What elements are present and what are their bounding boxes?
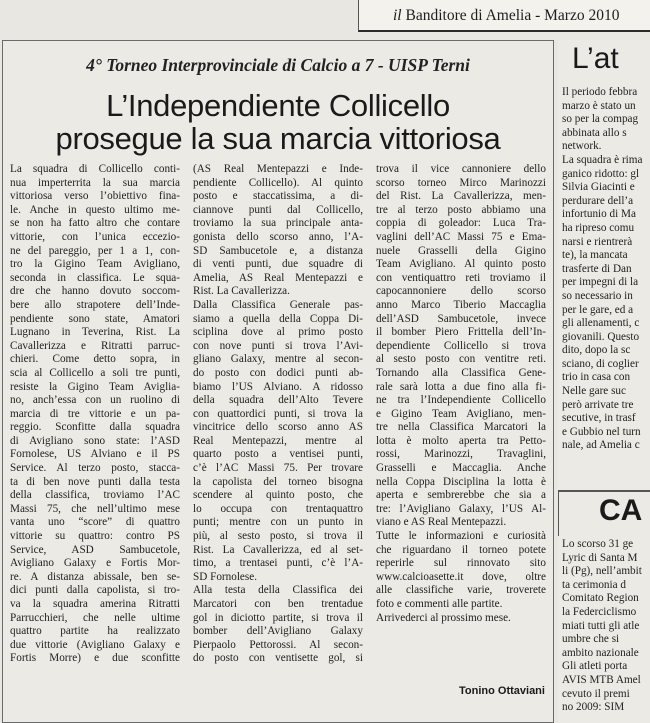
- text-line: network.: [562, 140, 602, 153]
- text-line: dre che hanno dovuto soccom-: [10, 285, 180, 298]
- text-line: Marcatori con ben trentadue: [193, 598, 363, 610]
- text-line: pendiente sono state, Amatori: [10, 312, 180, 325]
- text-line: trova il vice cannoniere dello: [376, 163, 546, 175]
- text-line: Parrucchieri, che nelle ultime: [10, 611, 180, 624]
- article-kicker: 4° Torneo Interprovinciale di Calcio a 7 - UISP Terni: [86, 55, 470, 75]
- article-title-line-2: prosegue la sua marcia vittoriosa: [55, 121, 501, 156]
- text-line: posto e staccatissima, a di-: [193, 190, 363, 203]
- text-line: pendiente Collicello). Al quinto: [193, 176, 363, 189]
- text-line: capocannoniere dello scorso: [376, 285, 546, 298]
- text-line: gol in diciotto partite, si trova il: [193, 611, 363, 624]
- text-line: della classifica, troviamo l’AC: [10, 489, 180, 502]
- text-line: della squadra dell’Alto Tevere: [193, 394, 363, 407]
- text-line: so per la compag: [562, 113, 639, 126]
- text-line: te), la mancata: [562, 249, 628, 262]
- text-line: perdurare dell’a: [562, 194, 634, 207]
- text-line: va la squadra amerina Ritratti: [10, 598, 180, 610]
- text-line: Service, ASD Sambucetole,: [10, 543, 180, 556]
- text-line: Service. Al terzo posto, stacca-: [10, 462, 180, 475]
- text-line: che riguardano il torneo potete: [376, 543, 546, 556]
- text-line: Dalla Classifica Generale pas-: [193, 298, 363, 311]
- text-line: gliano Galaxy, mentre al secon-: [193, 353, 363, 366]
- text-line: anno Marco Tiberio Maccaglia: [376, 298, 546, 311]
- text-line: ambito nazionale: [562, 646, 639, 659]
- text-line: so necessario in: [562, 289, 633, 302]
- text-line: ciannove punti dal Collicello,: [193, 203, 363, 216]
- text-line: resiste la Gigino Team Aviglia-: [10, 380, 180, 393]
- text-line: ta di ben nove punti dalla testa: [10, 475, 180, 488]
- header-prefix: il: [393, 7, 402, 24]
- text-line: scendere al quinto posto, che: [193, 489, 363, 502]
- text-line: do posto con ventisette gol, si: [193, 652, 363, 665]
- text-line: reggio. Sconfitte dalla squadra: [10, 421, 180, 434]
- text-line: al sesto posto con ventitre reti.: [376, 353, 546, 366]
- article-byline: Tonino Ottaviani: [459, 685, 545, 697]
- text-line: vanta uno “score” di quattro: [10, 516, 180, 529]
- text-line: vittorie su quattro: contro PS: [10, 530, 180, 543]
- adjacent-article-column: [558, 40, 650, 723]
- text-line: marcia di tre vittorie e un pa-: [10, 407, 180, 420]
- text-line: Silvia Giacinti e: [562, 181, 635, 194]
- text-line: La squadra di Collicello conti-: [10, 163, 180, 175]
- text-line: tre al terzo posto abbiamo una: [376, 203, 546, 216]
- header-newspaper-name: Banditore di Amelia: [405, 7, 532, 24]
- article-column-2: [193, 163, 363, 666]
- text-line: con nove punti si trova l’Avi-: [193, 339, 363, 352]
- text-line: quattro partite ha realizzato: [10, 625, 180, 638]
- text-line: cevuto il premi: [562, 687, 630, 700]
- text-line: timo, a trentasei punti, c’è l’A-: [193, 557, 363, 570]
- text-line: sciano, di coglier: [562, 357, 639, 370]
- article-column-1: [10, 163, 180, 666]
- text-line: più, al sesto posto, si trova il: [193, 530, 363, 543]
- text-line: re. A distanza abissale, ben se-: [10, 570, 180, 583]
- text-line: del Rist. La Cavallerizza, men-: [376, 190, 546, 203]
- text-line: Lyric di Santa M: [562, 551, 638, 564]
- text-line: nuele Grasselli della Gigino: [376, 244, 546, 257]
- text-line: Nelle gare suc: [562, 385, 626, 398]
- text-line: coppia di goleador: Luca Tra-: [376, 217, 546, 230]
- text-line: con quattordici punti, si trova la: [193, 407, 363, 420]
- text-line: umbre che si: [562, 633, 620, 646]
- text-line: marzo è stato un: [562, 99, 636, 112]
- text-line: se non ha fatto altro che contare: [10, 217, 180, 230]
- text-line: biamo l’US Alviano. A ridosso: [193, 380, 363, 393]
- text-line: ne tra l’Independiente Collicello: [376, 394, 546, 407]
- article-title: [3, 89, 553, 155]
- adjacent-box-title: CA: [599, 494, 643, 527]
- text-line: vittorie, con l’unica eccezio-: [10, 230, 180, 243]
- text-line: giovanili. Questo: [562, 330, 640, 343]
- text-line: vittoriosa verso l’obiettivo fina-: [10, 190, 180, 203]
- text-line: seconda in classifica. Le squa-: [10, 271, 180, 284]
- text-line: la capolista del torneo bisogna: [193, 475, 363, 488]
- article-panel: [2, 40, 554, 723]
- text-line: troviamo la sua principale anta-: [193, 217, 363, 230]
- text-line: due vittorie (Avigliano Galaxy e: [10, 638, 180, 651]
- text-line: bomber dell’Avigliano Galaxy: [193, 625, 363, 638]
- text-line: foto e commenti alle partite.: [376, 598, 503, 610]
- text-line: siamo a quella della Coppa Di-: [193, 312, 363, 325]
- text-line: quarto posto a ventisei punti,: [193, 448, 363, 461]
- text-line: AVIS MTB Amel: [562, 673, 641, 686]
- text-line: Real Mentepazzi, mentre al: [193, 434, 363, 447]
- adjacent-article-text-top: [562, 86, 650, 453]
- text-line: narsi e rientrerà: [562, 235, 633, 248]
- text-line: Lo scorso 31 ge: [562, 538, 634, 550]
- text-line: rossi, Marinozzi, Travaglini,: [376, 448, 546, 461]
- text-line: dell’ASD Sambucetole, invece: [376, 312, 546, 325]
- text-line: vaglini dell’AC Massi 75 e Ema-: [376, 230, 546, 243]
- text-line: Alla testa della Classifica dei: [193, 584, 363, 597]
- text-line: Team Avigliano. Al quinto posto: [376, 258, 546, 271]
- text-line: trasferte di Dan: [562, 262, 632, 275]
- text-line: Arrivederci al prossimo mese.: [376, 611, 511, 624]
- text-line: ha ripreso comu: [562, 221, 635, 234]
- text-line: miati tutti gli atle: [562, 619, 640, 632]
- text-line: Fortis Morre) e due sconfitte: [10, 652, 180, 665]
- text-line: vincitrice dello scorso anno AS: [193, 421, 363, 434]
- text-line: bere allo strapotere dell’Inde-: [10, 298, 180, 311]
- text-line: e Gigino Team Avigliano, men-: [376, 407, 546, 420]
- newspaper-header: [358, 0, 650, 32]
- text-line: infortunio di Ma: [562, 208, 636, 221]
- text-line: no 2009: SIM: [562, 701, 625, 714]
- article-column-3: [376, 163, 546, 625]
- text-line: do posto con dodici punti ab-: [193, 366, 363, 379]
- text-line: nella Coppa Disciplina la lotta è: [376, 475, 546, 488]
- text-line: Rist. La Cavallerizza.: [193, 285, 290, 298]
- text-line: secutive, in trasf: [562, 412, 636, 425]
- text-line: Comitato Region: [562, 592, 639, 605]
- text-line: di Avigliano sono state: l’ASD: [10, 434, 180, 447]
- text-line: però arrivate tre: [562, 398, 634, 411]
- text-line: SD Fornolese.: [193, 570, 258, 583]
- text-line: c’è l’AC Massi 75. Per trovare: [193, 462, 363, 475]
- article-title-line-1: L’Independiente Collicello: [106, 88, 450, 123]
- text-line: ganico ridotto: gl: [562, 167, 640, 180]
- text-line: lo occupa con trentaquattro: [193, 502, 363, 515]
- text-line: e Gubbio nel turn: [562, 425, 641, 438]
- text-line: tre nella Classifica Marcatori la: [376, 421, 546, 434]
- text-line: tre: l’Avigliano Galaxy, l’US Al-: [376, 502, 546, 515]
- text-line: per le gare, ed a: [562, 303, 634, 316]
- text-line: viano e AS Real Mentepazzi.: [376, 516, 507, 529]
- text-line: www.calcioasette.it dove, oltre: [376, 570, 546, 583]
- header-issue-date: Marzo 2010: [544, 7, 620, 24]
- text-line: lotta è molto aperta tra Petto-: [376, 434, 546, 447]
- text-line: gonista dello scorso anno, l’A-: [193, 230, 363, 243]
- text-line: chieri. Come detto sopra, in: [10, 353, 180, 366]
- text-line: il bomber Piero Frittella dell’In-: [376, 326, 546, 339]
- text-line: Massi 75, che nell’ultimo mese: [10, 502, 180, 515]
- text-line: li (Pg), nell’ambit: [562, 565, 642, 578]
- adjacent-article-title: L’at: [572, 42, 619, 75]
- text-line: alle classifiche varie, troverete: [376, 584, 546, 597]
- text-line: rale sarà lotta a due fino alla fi-: [376, 380, 546, 393]
- text-line: abbinata allo s: [562, 126, 627, 139]
- text-line: Tutte le informazioni e curiosità: [376, 530, 546, 543]
- text-line: dependiente Collicello si trova: [376, 339, 546, 352]
- text-line: nua imperterrita la sua marcia: [10, 176, 180, 189]
- adjacent-box: [558, 490, 650, 536]
- text-line: per impegni di la: [562, 276, 639, 289]
- text-line: nale, ad Amelia c: [562, 439, 640, 452]
- text-line: Lugnano in Teverina, Rist. La: [10, 326, 180, 339]
- text-line: dici punti dalla capolista, si tro-: [10, 584, 180, 597]
- text-line: dito, dopo la sc: [562, 344, 631, 357]
- text-line: gli allenamenti, c: [562, 317, 640, 330]
- text-line: SD Sambucetole e, a distanza: [193, 244, 363, 257]
- text-line: Amelia, AS Real Mentepazzi e: [193, 271, 363, 284]
- text-line: Fornolese, US Alviano e il PS: [10, 448, 180, 461]
- text-line: tro la Gigino Team Avigliano,: [10, 258, 180, 271]
- text-line: ta cerimonia d: [562, 578, 626, 591]
- text-line: Avigliano Galaxy e Fortis Mor-: [10, 557, 180, 570]
- text-line: scorso torneo Mirco Marinozzi: [376, 176, 546, 189]
- text-line: le. Anche in questo ultimo me-: [10, 203, 180, 216]
- text-line: scia al Collicello a soli tre punti,: [10, 366, 180, 379]
- text-line: aperta e sembrerebbe che sia a: [376, 489, 546, 502]
- text-line: trio in casa con: [562, 371, 631, 384]
- text-line: la Federciclismo: [562, 605, 637, 618]
- text-line: con ventiquattro reti troviamo il: [376, 271, 546, 284]
- text-line: ne del pareggio, per 1 a 1, con-: [10, 244, 180, 257]
- text-line: Gli atleti porta: [562, 660, 628, 673]
- text-line: punti; mentre con un punto in: [193, 516, 363, 529]
- text-line: Grasselli e Maccaglia. Anche: [376, 462, 546, 475]
- text-line: reperirle sul rinnovato sito: [376, 557, 546, 570]
- text-line: di venti punti, due squadre di: [193, 258, 363, 271]
- text-line: Il periodo febbra: [562, 86, 638, 98]
- text-line: Pierpaolo Pettorossi. Al secon-: [193, 638, 363, 651]
- text-line: (AS Real Mentepazzi e Inde-: [193, 163, 363, 175]
- text-line: Tornando alla Classifica Gene-: [376, 366, 546, 379]
- text-line: sciplina dove al primo posto: [193, 326, 363, 339]
- header-separator: -: [535, 7, 545, 24]
- text-line: Rist. La Cavallerizza, ed al set-: [193, 543, 363, 556]
- text-line: no, anch’essa con un ruolino di: [10, 394, 180, 407]
- adjacent-article-text-bottom: [562, 538, 650, 715]
- text-line: Cavallerizza e Ritratti parruc-: [10, 339, 180, 352]
- text-line: La squadra è rima: [562, 153, 643, 166]
